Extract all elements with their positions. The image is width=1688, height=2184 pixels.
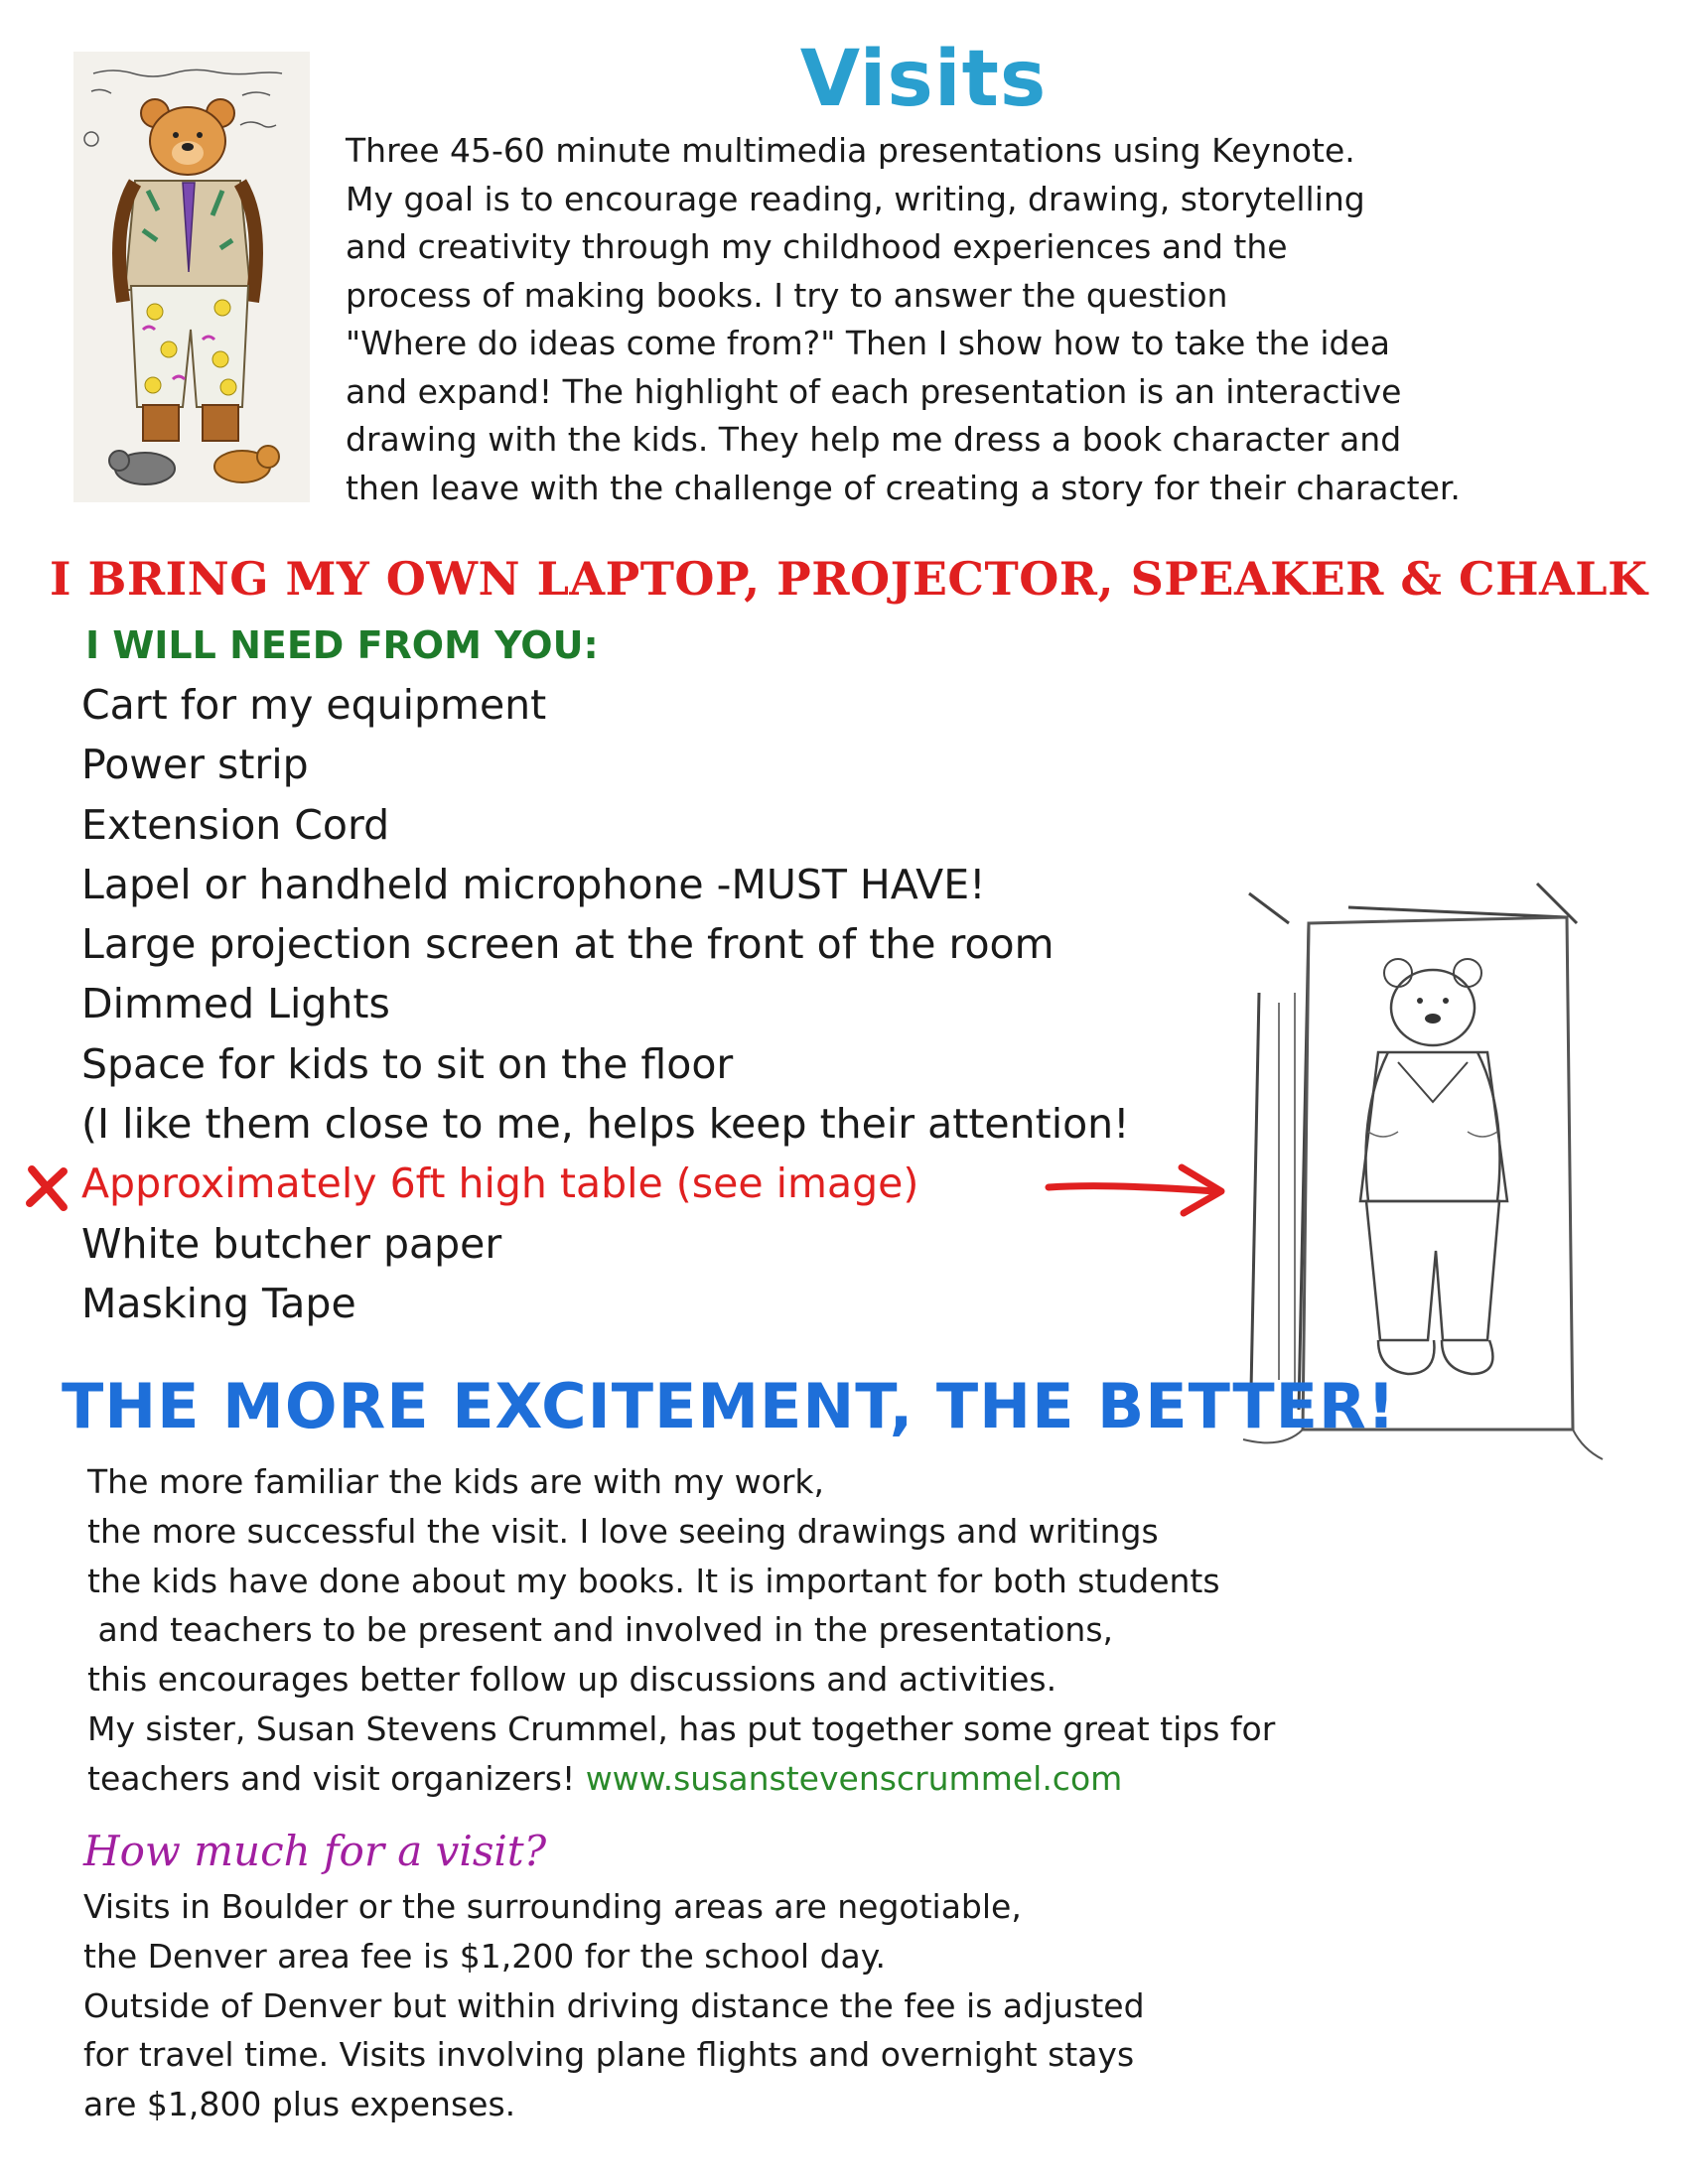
list-item: Lapel or handheld microphone -MUST HAVE! — [81, 860, 986, 908]
excite-line: and teachers to be present and involved in the presentations, — [87, 1610, 1114, 1650]
red-x-mark-icon — [20, 1160, 75, 1215]
list-item: (I like them close to me, helps keep their attention! — [81, 1100, 1130, 1149]
excitement-paragraph — [87, 1457, 1477, 1804]
list-item: Cart for my equipment — [81, 681, 547, 729]
intro-line: then leave with the challenge of creating a story for their character. — [346, 468, 1461, 507]
pricing-paragraph — [83, 1882, 1474, 2129]
excite-line: this encourages better follow up discussions and activities. — [87, 1660, 1057, 1700]
excitement-heading: THE MORE EXCITEMENT, THE BETTER! — [62, 1370, 1396, 1442]
price-line: the Denver area fee is $1,200 for the school day. — [83, 1936, 887, 1976]
list-item: Space for kids to sit on the floor — [81, 1039, 734, 1088]
list-item: White butcher paper — [81, 1219, 502, 1268]
needs-list — [81, 675, 1253, 1333]
excite-line: The more familiar the kids are with my work, — [87, 1462, 825, 1501]
price-line: Visits in Boulder or the surrounding areas are negotiable, — [83, 1887, 1022, 1926]
pricing-heading: How much for a visit? — [83, 1827, 547, 1875]
list-item: Large projection screen at the front of the room — [81, 920, 1055, 969]
red-arrow-right-icon — [1043, 1160, 1231, 1219]
list-item: Extension Cord — [81, 800, 390, 849]
excite-line: the more successful the visit. I love seeing drawings and writings — [87, 1511, 1159, 1551]
list-item: Dimmed Lights — [81, 980, 390, 1028]
needs-heading: I WILL NEED FROM YOU: — [85, 623, 599, 667]
excite-line: the kids have done about my books. It is important for both students — [87, 1561, 1220, 1600]
excite-line: My sister, Susan Stevens Crummel, has put together some great tips for — [87, 1708, 1276, 1748]
intro-line: drawing with the kids. They help me dress a book character and — [346, 420, 1402, 459]
equipment-heading: I BRING MY OWN LAPTOP, PROJECTOR, SPEAKER & CHALK — [50, 552, 1648, 606]
list-item: Power strip — [81, 741, 309, 789]
intro-line: and creativity through my childhood experiences and the — [346, 227, 1288, 266]
intro-line: process of making books. I try to answer the question — [346, 275, 1228, 315]
intro-line: "Where do ideas come from?" Then I show how to take the idea — [346, 324, 1391, 362]
intro-line: and expand! The highlight of each presentation is an interactive — [346, 371, 1402, 411]
list-item: Masking Tape — [81, 1279, 356, 1327]
excite-line: teachers and visit organizers! — [87, 1758, 576, 1798]
price-line: Outside of Denver but within driving distance the fee is adjusted — [83, 1985, 1145, 2025]
price-line: for travel time. Visits involving plane flights and overnight stays — [83, 2035, 1135, 2075]
price-line: are $1,800 plus expenses. — [83, 2085, 516, 2124]
list-item-highlighted: Approximately 6ft high table (see image) — [81, 1160, 919, 1208]
website-link[interactable]: www.susanstevenscrummel.com — [585, 1758, 1123, 1798]
intro-paragraph — [346, 127, 1636, 512]
intro-line: Three 45-60 minute multimedia presentations using Keynote. — [346, 131, 1355, 170]
excite-line-with-link — [87, 1754, 1477, 1804]
page-title: Visits — [799, 35, 1048, 124]
intro-line: My goal is to encourage reading, writing, drawing, storytelling — [346, 179, 1365, 218]
